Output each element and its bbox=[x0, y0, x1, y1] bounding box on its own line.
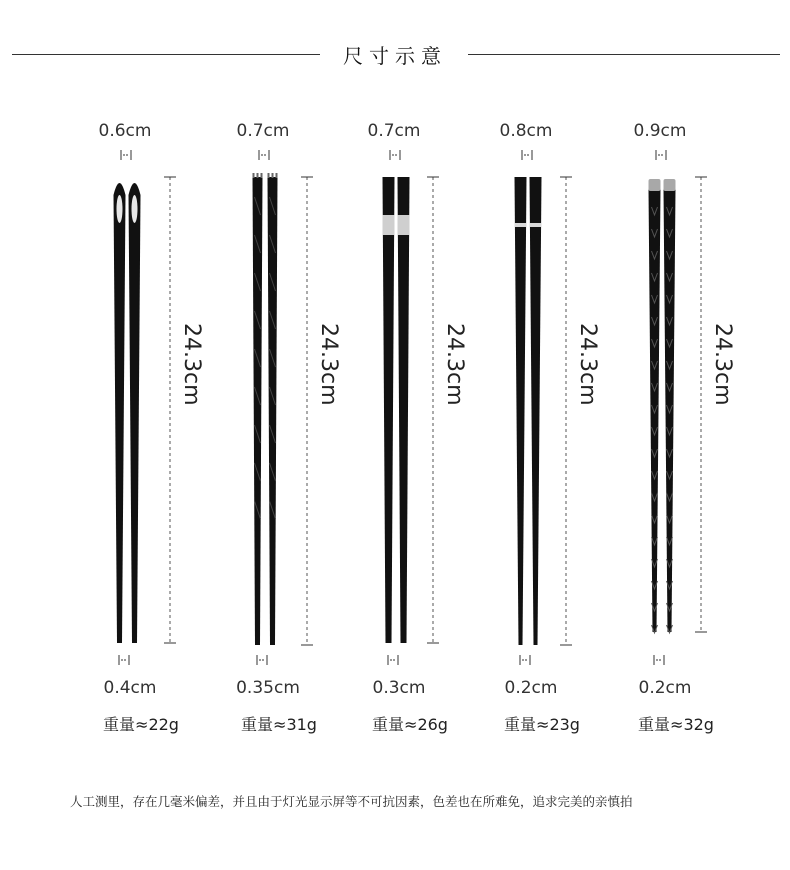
disclaimer-note: 人工测里，存在几毫米偏差，并且由于灯光显示屏等不可抗因素，色差也在所难免，追求完美的亲慎拍 bbox=[70, 794, 633, 809]
chopstick-3-left bbox=[383, 177, 395, 643]
chopstick-5-left bbox=[649, 189, 661, 632]
chopstick-4-right-ring bbox=[530, 223, 542, 227]
tip-width-label-4: 0.2cm bbox=[504, 678, 558, 698]
chopstick-2-right-crown-0 bbox=[268, 173, 270, 178]
chopstick-2-left-crown-1 bbox=[257, 173, 259, 178]
chopstick-4-left bbox=[515, 177, 527, 645]
chopstick-1-left bbox=[114, 183, 126, 643]
top-width-label-2: 0.7cm bbox=[236, 121, 290, 141]
weight-label-5: 重量≈32g bbox=[638, 715, 714, 734]
chopstick-1-left-window bbox=[117, 195, 123, 223]
tip-width-label-2: 0.35cm bbox=[236, 678, 300, 698]
chopstick-3-right bbox=[398, 177, 410, 643]
weight-label-1: 重量≈22g bbox=[103, 715, 179, 734]
chopstick-5-right-cap bbox=[664, 179, 676, 191]
chopstick-4-right bbox=[530, 177, 542, 645]
chopstick-5-left-cap bbox=[649, 179, 661, 191]
chopstick-3-right-band bbox=[398, 215, 410, 235]
chopstick-1-right-window bbox=[132, 195, 138, 223]
chopstick-2-left bbox=[253, 177, 263, 645]
weight-label-3: 重量≈26g bbox=[372, 715, 448, 734]
length-label-4: 24.3cm bbox=[575, 323, 600, 406]
chopstick-1-right bbox=[129, 183, 141, 643]
top-width-label-1: 0.6cm bbox=[98, 121, 152, 141]
chopstick-2-right-crown-1 bbox=[272, 173, 274, 178]
weight-label-2: 重量≈31g bbox=[241, 715, 317, 734]
top-width-label-4: 0.8cm bbox=[499, 121, 553, 141]
chopstick-2-left-crown-0 bbox=[253, 173, 255, 178]
weight-label-4: 重量≈23g bbox=[504, 715, 580, 734]
chopstick-2-right-crown-2 bbox=[276, 173, 278, 178]
chopstick-3-left-band bbox=[383, 215, 395, 235]
length-label-2: 24.3cm bbox=[316, 323, 341, 406]
tip-width-label-5: 0.2cm bbox=[638, 678, 692, 698]
top-width-label-3: 0.7cm bbox=[367, 121, 421, 141]
length-label-5: 24.3cm bbox=[710, 323, 735, 406]
page-title: 尺寸示意 bbox=[343, 44, 447, 68]
length-label-1: 24.3cm bbox=[179, 323, 204, 406]
tip-width-label-1: 0.4cm bbox=[103, 678, 157, 698]
chopstick-4-left-ring bbox=[515, 223, 527, 227]
chopstick-2-right bbox=[268, 177, 278, 645]
chopstick-5-right bbox=[664, 189, 676, 632]
chopstick-2-left-crown-2 bbox=[261, 173, 263, 178]
length-label-3: 24.3cm bbox=[442, 323, 467, 406]
top-width-label-5: 0.9cm bbox=[633, 121, 687, 141]
tip-width-label-3: 0.3cm bbox=[372, 678, 426, 698]
